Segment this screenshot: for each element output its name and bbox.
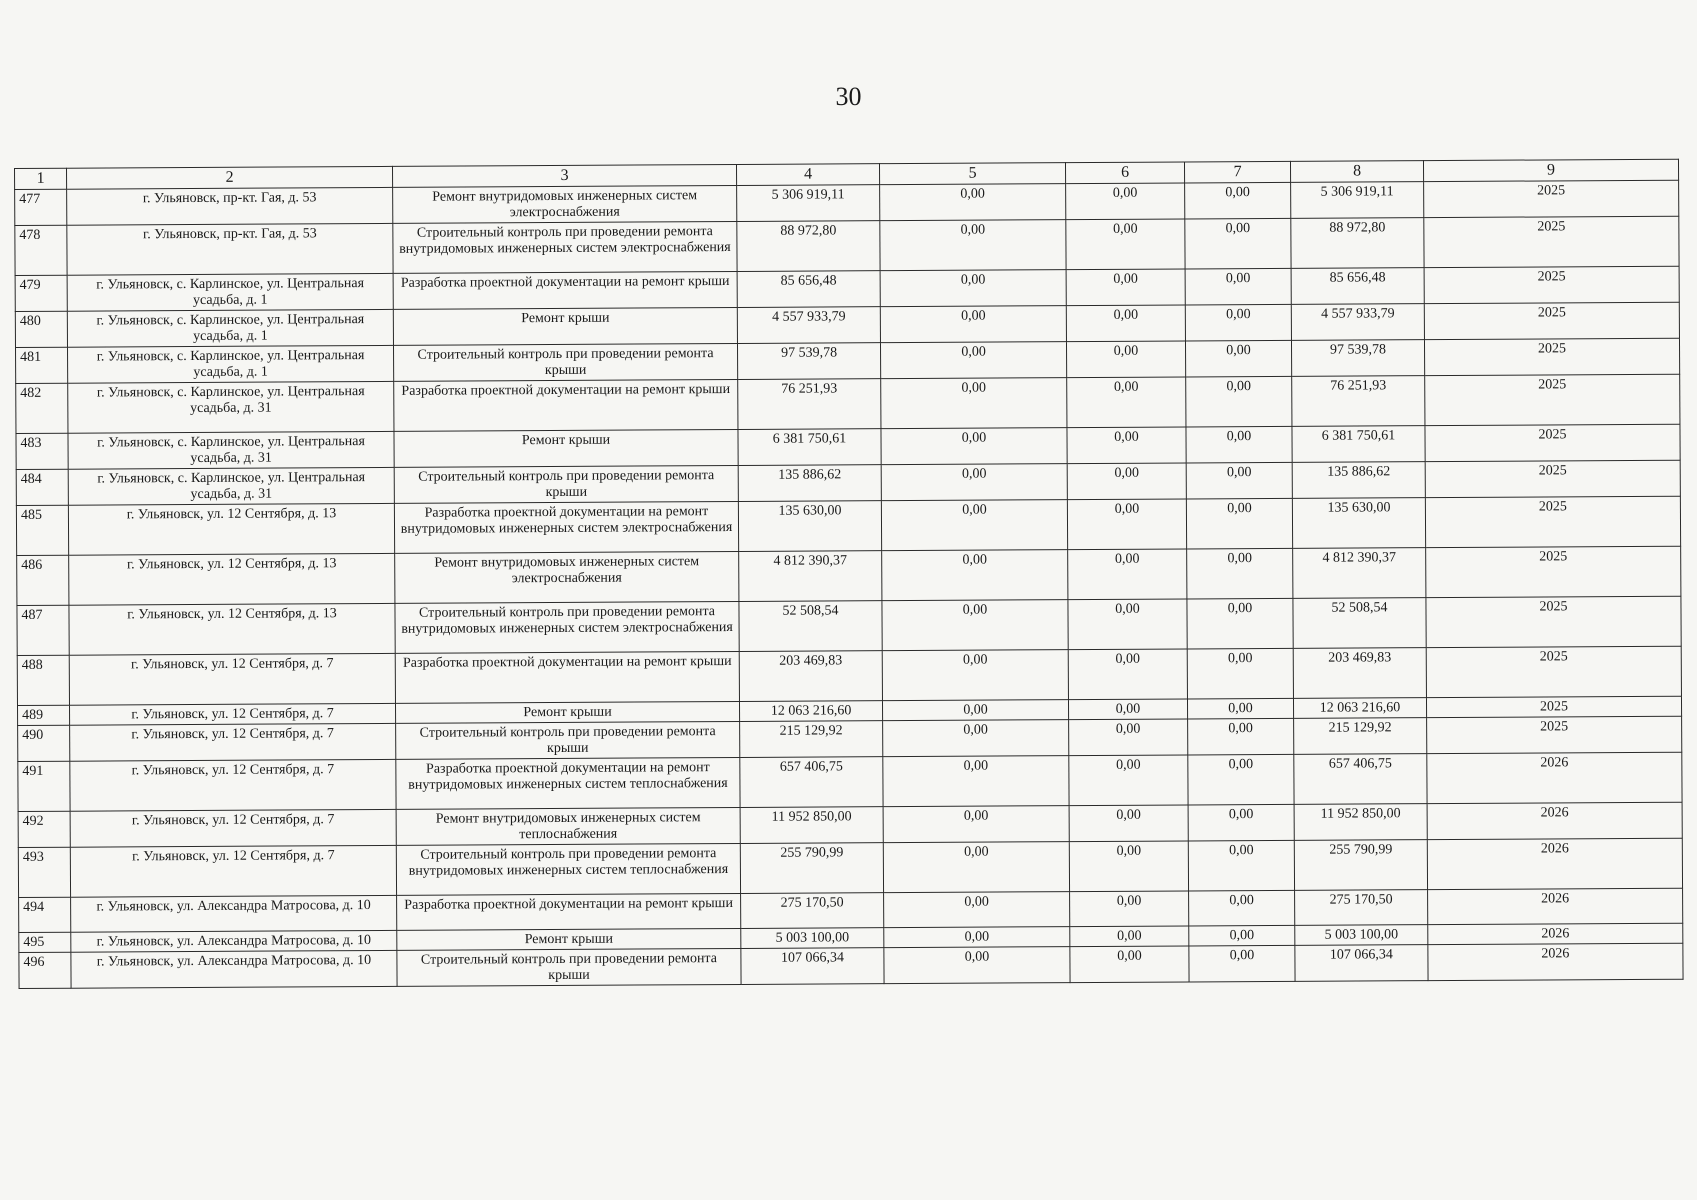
year-cell: 2025 [1425, 374, 1680, 425]
fund-col6-cell: 0,00 [1066, 183, 1185, 220]
fund-col5-cell: 0,00 [880, 306, 1066, 343]
fund-col8-cell: 76 251,93 [1292, 376, 1425, 427]
total-cost-cell: 4 557 933,79 [737, 307, 880, 344]
work-type-cell: Ремонт крыши [395, 701, 739, 723]
work-type-cell: Строительный контроль при проведении ремонта внутридомовых инженерных систем электроснабжения [393, 221, 737, 273]
year-cell: 2025 [1426, 696, 1681, 717]
work-type-cell: Разработка проектной документации на ремонт крыши [393, 271, 737, 309]
fund-col5-cell: 0,00 [881, 428, 1067, 465]
fund-col8-cell: 4 812 390,37 [1293, 548, 1426, 599]
fund-col7-cell: 0,00 [1187, 598, 1293, 649]
year-cell: 2026 [1428, 943, 1683, 980]
address-cell: г. Ульяновск, ул. Александра Матросова, д. 10 [71, 930, 397, 952]
work-type-cell: Ремонт внутридомовых инженерных систем электроснабжения [393, 185, 737, 223]
work-type-cell: Разработка проектной документации на ремонт внутридомовых инженерных систем электроснабжения [394, 501, 738, 553]
fund-col8-cell: 88 972,80 [1291, 218, 1424, 269]
work-type-cell: Ремонт внутридомовых инженерных систем электроснабжения [395, 551, 739, 603]
address-cell: г. Ульяновск, ул. 12 Сентября, д. 7 [70, 723, 396, 761]
total-cost-cell: 657 406,75 [740, 757, 883, 808]
fund-col7-cell: 0,00 [1187, 648, 1293, 699]
fund-col8-cell: 12 063 216,60 [1293, 698, 1426, 719]
fund-col5-cell: 0,00 [883, 806, 1069, 843]
total-cost-cell: 203 469,83 [739, 651, 882, 702]
fund-col6-cell: 0,00 [1070, 891, 1189, 927]
fund-col5-cell: 0,00 [882, 550, 1068, 601]
fund-col7-cell: 0,00 [1189, 945, 1295, 982]
column-header-6: 6 [1065, 162, 1184, 184]
address-cell: г. Ульяновск, ул. 12 Сентября, д. 7 [70, 809, 396, 847]
column-header-4: 4 [736, 164, 879, 186]
row-number: 494 [19, 897, 71, 932]
fund-col7-cell: 0,00 [1185, 182, 1291, 219]
fund-col8-cell: 215 129,92 [1294, 718, 1427, 755]
year-cell: 2025 [1426, 546, 1681, 597]
fund-col6-cell: 0,00 [1069, 755, 1188, 806]
fund-col7-cell: 0,00 [1187, 548, 1293, 599]
row-number: 496 [19, 952, 71, 988]
year-cell: 2025 [1427, 716, 1682, 753]
register-sheet [14, 159, 1683, 989]
fund-col7-cell: 0,00 [1189, 890, 1295, 926]
work-type-cell: Строительный контроль при проведении ремонта крыши [397, 948, 741, 986]
fund-col8-cell: 85 656,48 [1291, 268, 1424, 305]
total-cost-cell: 107 066,34 [741, 948, 884, 985]
fund-col5-cell: 0,00 [883, 842, 1069, 893]
fund-col6-cell: 0,00 [1068, 649, 1187, 700]
address-cell: г. Ульяновск, с. Карлинское, ул. Центральная усадьба, д. 1 [67, 273, 393, 311]
address-cell: г. Ульяновск, ул. 12 Сентября, д. 13 [69, 553, 395, 605]
address-cell: г. Ульяновск, пр-кт. Гая, д. 53 [67, 187, 393, 225]
fund-col8-cell: 275 170,50 [1295, 890, 1428, 926]
work-type-cell: Разработка проектной документации на ремонт крыши [394, 379, 738, 431]
total-cost-cell: 5 003 100,00 [741, 928, 884, 949]
fund-col8-cell: 135 886,62 [1292, 462, 1425, 499]
address-cell: г. Ульяновск, с. Карлинское, ул. Центральная усадьба, д. 31 [68, 381, 394, 433]
fund-col6-cell: 0,00 [1068, 699, 1187, 720]
fund-col7-cell: 0,00 [1185, 304, 1291, 341]
fund-col7-cell: 0,00 [1186, 426, 1292, 463]
year-cell: 2026 [1428, 888, 1683, 924]
year-cell: 2025 [1426, 596, 1681, 647]
fund-col7-cell: 0,00 [1185, 340, 1291, 377]
fund-col6-cell: 0,00 [1068, 549, 1187, 600]
fund-col7-cell: 0,00 [1188, 840, 1294, 891]
address-cell: г. Ульяновск, ул. 12 Сентября, д. 7 [69, 653, 395, 705]
row-number: 485 [16, 505, 68, 555]
fund-col6-cell: 0,00 [1069, 805, 1188, 842]
fund-col6-cell: 0,00 [1067, 499, 1186, 550]
year-cell: 2025 [1424, 338, 1679, 375]
year-cell: 2025 [1426, 646, 1681, 697]
row-number: 479 [15, 275, 67, 311]
fund-col7-cell: 0,00 [1186, 376, 1292, 427]
column-header-9: 9 [1423, 159, 1678, 181]
work-type-cell: Ремонт крыши [397, 928, 741, 950]
total-cost-cell: 135 630,00 [738, 501, 881, 552]
year-cell: 2026 [1428, 923, 1683, 944]
address-cell: г. Ульяновск, ул. 12 Сентября, д. 7 [70, 703, 396, 725]
fund-col6-cell: 0,00 [1070, 946, 1189, 983]
year-cell: 2025 [1425, 460, 1680, 497]
total-cost-cell: 88 972,80 [737, 221, 880, 272]
fund-col5-cell: 0,00 [882, 650, 1068, 701]
fund-col5-cell: 0,00 [881, 500, 1067, 551]
total-cost-cell: 255 790,99 [740, 843, 883, 894]
fund-col8-cell: 107 066,34 [1295, 945, 1428, 982]
fund-col7-cell: 0,00 [1188, 718, 1294, 755]
row-number: 493 [18, 847, 70, 897]
year-cell: 2025 [1425, 496, 1680, 547]
total-cost-cell: 6 381 750,61 [738, 429, 881, 466]
fund-col6-cell: 0,00 [1068, 599, 1187, 650]
work-type-cell: Разработка проектной документации на ремонт крыши [395, 651, 739, 703]
fund-col5-cell: 0,00 [881, 378, 1067, 429]
work-type-cell: Ремонт крыши [393, 307, 737, 345]
fund-col5-cell: 0,00 [880, 184, 1066, 221]
fund-col5-cell: 0,00 [883, 720, 1069, 757]
fund-col7-cell: 0,00 [1188, 804, 1294, 841]
fund-col8-cell: 4 557 933,79 [1291, 304, 1424, 341]
fund-col6-cell: 0,00 [1066, 269, 1185, 306]
fund-col5-cell: 0,00 [881, 464, 1067, 501]
row-number: 495 [19, 932, 71, 952]
row-number: 490 [18, 725, 70, 761]
fund-col5-cell: 0,00 [880, 220, 1066, 271]
total-cost-cell: 52 508,54 [739, 601, 882, 652]
total-cost-cell: 275 170,50 [741, 893, 884, 929]
address-cell: г. Ульяновск, ул. 12 Сентября, д. 7 [70, 845, 396, 897]
year-cell: 2025 [1425, 424, 1680, 461]
row-number: 480 [15, 311, 67, 347]
fund-col8-cell: 255 790,99 [1294, 840, 1427, 891]
column-header-5: 5 [879, 163, 1065, 185]
row-number: 489 [18, 705, 70, 725]
year-cell: 2025 [1424, 266, 1679, 303]
fund-col8-cell: 135 630,00 [1292, 498, 1425, 549]
address-cell: г. Ульяновск, ул. 12 Сентября, д. 7 [70, 759, 396, 811]
work-type-cell: Разработка проектной документации на ремонт внутридомовых инженерных систем теплоснабжения [396, 757, 740, 809]
fund-col6-cell: 0,00 [1067, 377, 1186, 428]
year-cell: 2026 [1427, 838, 1682, 889]
fund-col5-cell: 0,00 [884, 927, 1070, 948]
row-number: 492 [18, 811, 70, 847]
fund-col6-cell: 0,00 [1067, 463, 1186, 500]
address-cell: г. Ульяновск, пр-кт. Гая, д. 53 [67, 223, 393, 275]
total-cost-cell: 4 812 390,37 [739, 551, 882, 602]
row-number: 483 [16, 433, 68, 469]
capital-repair-table [14, 159, 1684, 989]
fund-col5-cell: 0,00 [882, 700, 1068, 721]
year-cell: 2025 [1424, 216, 1679, 267]
fund-col6-cell: 0,00 [1066, 219, 1185, 270]
row-number: 482 [16, 383, 68, 433]
fund-col5-cell: 0,00 [880, 342, 1066, 379]
page-number: 30 [835, 82, 862, 111]
fund-col7-cell: 0,00 [1188, 754, 1294, 805]
fund-col7-cell: 0,00 [1185, 268, 1291, 305]
fund-col6-cell: 0,00 [1069, 841, 1188, 892]
work-type-cell: Строительный контроль при проведении ремонта крыши [396, 721, 740, 759]
fund-col7-cell: 0,00 [1186, 498, 1292, 549]
fund-col8-cell: 6 381 750,61 [1292, 426, 1425, 463]
fund-col6-cell: 0,00 [1066, 341, 1185, 378]
fund-col6-cell: 0,00 [1066, 305, 1185, 342]
fund-col8-cell: 657 406,75 [1294, 754, 1427, 805]
fund-col6-cell: 0,00 [1069, 719, 1188, 756]
address-cell: г. Ульяновск, с. Карлинское, ул. Центральная усадьба, д. 31 [68, 467, 394, 505]
row-number: 487 [17, 605, 69, 655]
column-header-7: 7 [1184, 161, 1290, 183]
fund-col7-cell: 0,00 [1189, 925, 1295, 946]
address-cell: г. Ульяновск, с. Карлинское, ул. Центральная усадьба, д. 1 [67, 309, 393, 347]
fund-col8-cell: 203 469,83 [1293, 648, 1426, 699]
fund-col8-cell: 97 539,78 [1291, 340, 1424, 377]
total-cost-cell: 12 063 216,60 [739, 701, 882, 722]
work-type-cell: Ремонт внутридомовых инженерных систем теплоснабжения [396, 807, 740, 845]
work-type-cell: Строительный контроль при проведении ремонта внутридомовых инженерных систем электроснабжения [395, 601, 739, 653]
fund-col6-cell: 0,00 [1067, 427, 1186, 464]
fund-col7-cell: 0,00 [1186, 462, 1292, 499]
address-cell: г. Ульяновск, ул. 12 Сентября, д. 13 [69, 603, 395, 655]
fund-col5-cell: 0,00 [882, 600, 1068, 651]
fund-col6-cell: 0,00 [1070, 926, 1189, 947]
total-cost-cell: 215 129,92 [740, 721, 883, 758]
column-header-1: 1 [15, 168, 67, 189]
fund-col8-cell: 11 952 850,00 [1294, 804, 1427, 841]
table-row [18, 752, 1682, 811]
address-cell: г. Ульяновск, с. Карлинское, ул. Центральная усадьба, д. 1 [68, 345, 394, 383]
address-cell: г. Ульяновск, ул. Александра Матросова, д. 10 [71, 950, 397, 988]
column-header-2: 2 [67, 166, 393, 189]
total-cost-cell: 76 251,93 [738, 379, 881, 430]
address-cell: г. Ульяновск, с. Карлинское, ул. Центральная усадьба, д. 31 [68, 431, 394, 469]
year-cell: 2026 [1427, 802, 1682, 839]
fund-col5-cell: 0,00 [884, 947, 1070, 984]
row-number: 478 [15, 225, 67, 275]
row-number: 481 [16, 347, 68, 383]
year-cell: 2026 [1427, 752, 1682, 803]
table-body [15, 180, 1683, 988]
year-cell: 2025 [1424, 180, 1679, 217]
total-cost-cell: 85 656,48 [737, 271, 880, 308]
total-cost-cell: 5 306 919,11 [737, 185, 880, 222]
table-row [18, 838, 1682, 897]
row-number: 488 [17, 655, 69, 705]
work-type-cell: Разработка проектной документации на ремонт крыши [397, 893, 741, 930]
address-cell: г. Ульяновск, ул. Александра Матросова, д. 10 [71, 895, 397, 932]
row-number: 484 [16, 469, 68, 505]
total-cost-cell: 135 886,62 [738, 465, 881, 502]
row-number: 477 [15, 189, 67, 225]
fund-col7-cell: 0,00 [1185, 218, 1291, 269]
year-cell: 2025 [1424, 302, 1679, 339]
total-cost-cell: 11 952 850,00 [740, 807, 883, 844]
fund-col7-cell: 0,00 [1187, 698, 1293, 719]
fund-col8-cell: 5 306 919,11 [1291, 182, 1424, 219]
work-type-cell: Ремонт крыши [394, 429, 738, 467]
total-cost-cell: 97 539,78 [737, 343, 880, 380]
fund-col8-cell: 52 508,54 [1293, 598, 1426, 649]
work-type-cell: Строительный контроль при проведении ремонта внутридомовых инженерных систем теплоснабжения [396, 843, 740, 895]
fund-col5-cell: 0,00 [880, 270, 1066, 307]
fund-col8-cell: 5 003 100,00 [1295, 925, 1428, 946]
column-header-3: 3 [392, 164, 736, 187]
fund-col5-cell: 0,00 [883, 756, 1069, 807]
work-type-cell: Строительный контроль при проведении ремонта крыши [394, 465, 738, 503]
column-header-8: 8 [1290, 161, 1423, 183]
row-number: 486 [17, 555, 69, 605]
address-cell: г. Ульяновск, ул. 12 Сентября, д. 13 [68, 503, 394, 555]
work-type-cell: Строительный контроль при проведении ремонта крыши [393, 343, 737, 381]
row-number: 491 [18, 761, 70, 811]
fund-col5-cell: 0,00 [884, 892, 1070, 928]
